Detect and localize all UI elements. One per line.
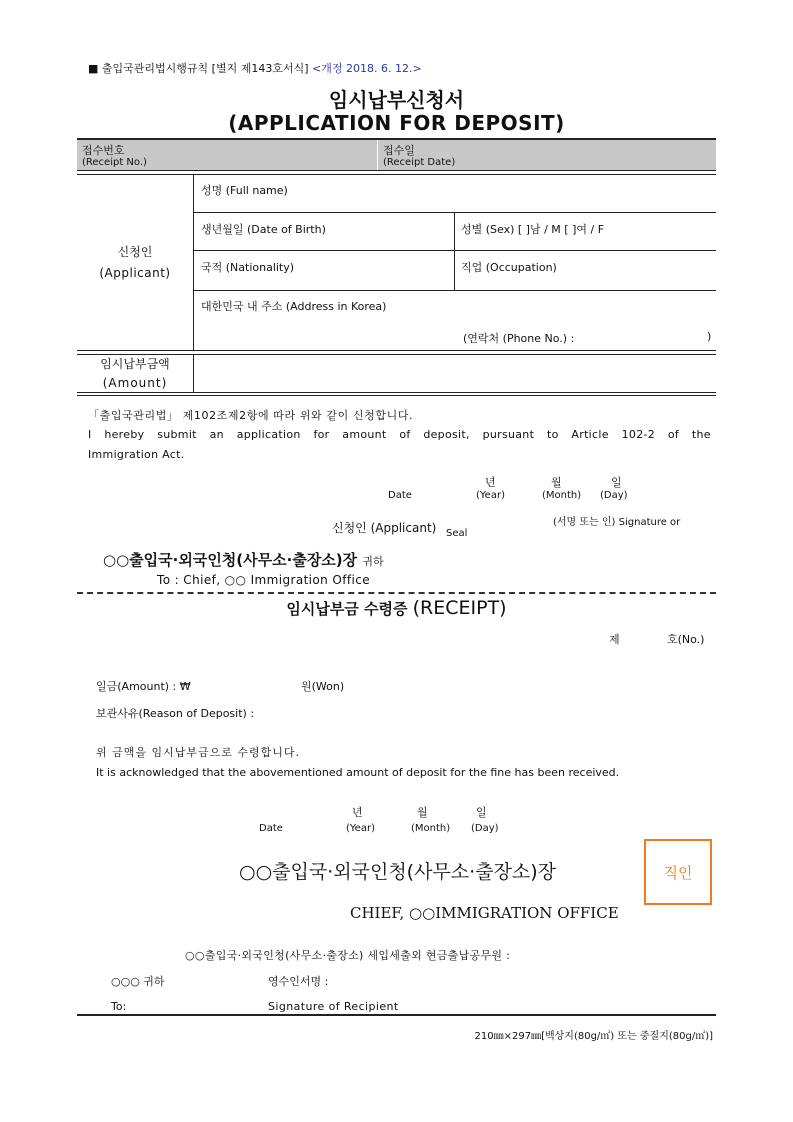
receipt-no-suffix: 호(No.): [667, 633, 705, 646]
rule: [193, 250, 716, 251]
column-divider: [454, 212, 455, 290]
bullet-icon: ■: [88, 62, 99, 75]
amount-field[interactable]: 일금(Amount) : ₩: [96, 680, 191, 693]
official-seal-stamp: 직인: [644, 839, 712, 905]
amount-divider: [193, 354, 194, 392]
amendment-date: <개정 2018. 6. 12.>: [312, 62, 422, 75]
recipient-signature-en: Signature of Recipient: [268, 1000, 399, 1013]
title-english: (APPLICATION FOR DEPOSIT): [228, 111, 565, 135]
day-en-2: (Day): [471, 823, 499, 834]
cut-line: [77, 592, 716, 594]
day-en: (Day): [600, 490, 628, 501]
month-en-2: (Month): [411, 823, 451, 834]
receipt-number-label: 접수번호: [82, 144, 125, 157]
month-ko: 월: [551, 476, 562, 489]
nationality-field[interactable]: 국적 (Nationality): [201, 261, 295, 274]
applicant-signature-label: 신청인 (Applicant): [332, 521, 437, 535]
rule: [77, 170, 716, 171]
rule: [77, 350, 716, 351]
full-name-field[interactable]: 성명 (Full name): [201, 184, 288, 197]
recipient-to-ko: ○○○ 귀하: [111, 975, 165, 988]
addressee-en: To : Chief, ○○ Immigration Office: [157, 573, 370, 587]
applicant-divider: [193, 174, 194, 350]
rule: [77, 174, 716, 175]
acknowledge-en: It is acknowledged that the abovementioned amount of deposit for the fine has been received.: [96, 766, 620, 779]
bottom-rule: [77, 1014, 716, 1016]
amount-label-en: (Amount): [102, 376, 168, 390]
recipient-signature-ko[interactable]: 영수인서명 :: [268, 975, 329, 988]
acknowledge-ko: 위 금액을 임시납부금으로 수령합니다.: [96, 746, 301, 759]
receipt-no-prefix: 제: [609, 633, 620, 646]
issuing-office-en: CHIEF, ○○IMMIGRATION OFFICE: [350, 904, 619, 922]
statement-en-2: Immigration Act.: [88, 448, 185, 461]
year-en: (Year): [476, 490, 505, 501]
law-reference: 출입국관리법시행규칙 [별지 제143호서식]: [101, 62, 309, 75]
form-reference: [88, 60, 422, 76]
date-en: Date: [388, 490, 412, 501]
month-ko-2: 월: [417, 806, 428, 819]
year-ko: 년: [485, 476, 496, 489]
paper-spec: 210㎜×297㎜[백상지(80g/㎡) 또는 중질지(80g/㎡)]: [474, 1031, 713, 1042]
statement-ko: 「출입국관리법」 제102조제2항에 따라 위와 같이 신청합니다.: [88, 409, 414, 422]
rule: [193, 290, 716, 291]
title-korean: 임시납부신청서: [328, 88, 465, 112]
address-field[interactable]: 대한민국 내 주소 (Address in Korea): [201, 300, 387, 313]
receipt-date-label: 접수일: [383, 144, 415, 157]
recipient-to-en: To:: [111, 1000, 127, 1013]
rule: [77, 392, 716, 393]
addressee-office: ○○출입국·외국인청(사무소·출장소)장 귀하: [103, 551, 384, 569]
receipt-divider: [377, 140, 378, 170]
sex-field[interactable]: 성별 (Sex) [ ]남 / M [ ]여 / F: [461, 223, 605, 236]
seal-label: Seal: [446, 528, 468, 539]
phone-field[interactable]: (연락처 (Phone No.) :: [463, 332, 575, 345]
applicant-label-en: (Applicant): [99, 266, 171, 280]
applicant-label: 신청인: [117, 245, 153, 259]
year-ko-2: 년: [352, 806, 363, 819]
phone-close: ): [707, 330, 712, 343]
date-en-2: Date: [259, 823, 283, 834]
rule: [77, 395, 716, 396]
cashier-label: ○○출입국·외국인청(사무소·출장소) 세입세출외 현금출납공무원 :: [185, 949, 511, 962]
issuing-office: ○○출입국·외국인청(사무소·출장소)장: [239, 861, 557, 883]
day-ko: 일: [611, 476, 622, 489]
amount-label: 임시납부금액: [100, 357, 170, 371]
receipt-title: 임시납부금 수령증 (RECEIPT): [286, 597, 507, 619]
dob-field[interactable]: 생년월일 (Date of Birth): [201, 223, 326, 236]
deposit-reason-field[interactable]: 보관사유(Reason of Deposit) :: [96, 707, 255, 720]
year-en-2: (Year): [346, 823, 375, 834]
month-en: (Month): [542, 490, 582, 501]
occupation-field[interactable]: 직업 (Occupation): [461, 261, 557, 274]
statement-en-1: I hereby submit an application for amount of deposit, pursuant to Article 102-2 of the: [88, 428, 711, 441]
receipt-number-label-en: (Receipt No.): [82, 157, 147, 168]
signature-note: (서명 또는 인) Signature or: [553, 517, 681, 528]
receipt-date-label-en: (Receipt Date): [383, 157, 456, 168]
won-label: 원(Won): [301, 680, 345, 693]
day-ko-2: 일: [476, 806, 487, 819]
